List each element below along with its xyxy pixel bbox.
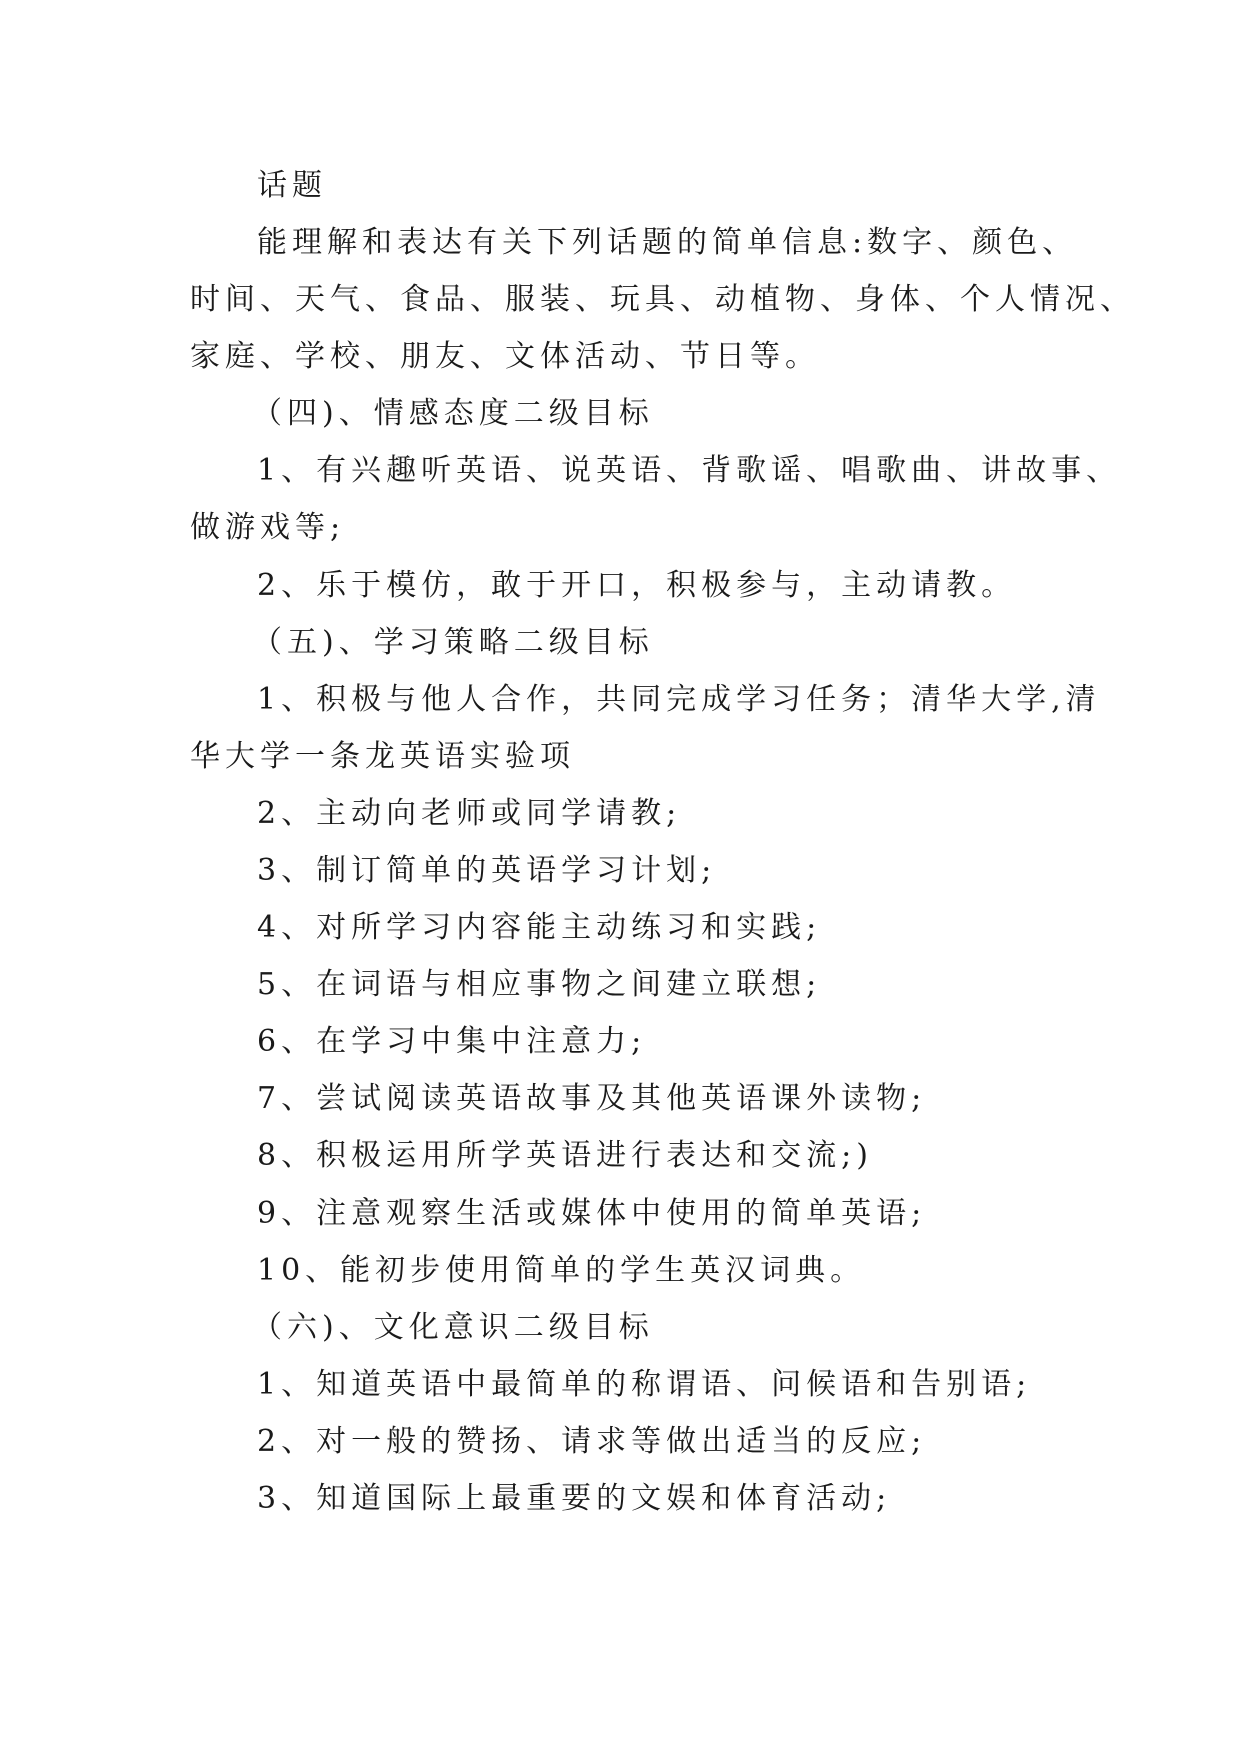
list-item: 7、尝试阅读英语故事及其他英语课外读物; [257,1081,927,1116]
list-item: 1、知道英语中最简单的称谓语、问候语和告别语; [257,1367,1032,1402]
list-item-continuation: 做游戏等; [190,510,346,545]
list-item: 3、制订简单的英语学习计划; [257,853,717,888]
list-item: 2、对一般的赞扬、请求等做出适当的反应; [257,1424,927,1459]
section-heading: （六)、文化意识二级目标 [252,1310,654,1345]
list-item: 2、乐于模仿，敢于开口，积极参与，主动请教。 [257,568,1017,603]
section-heading: （四)、情感态度二级目标 [252,396,654,431]
list-item: 5、在词语与相应事物之间建立联想; [257,967,822,1002]
list-item-continuation: 华大学一条龙英语实验项 [190,739,575,774]
list-item: 10、能初步使用简单的学生英汉词典。 [257,1253,866,1288]
paragraph-line: 家庭、学校、朋友、文体活动、节日等。 [190,339,820,374]
paragraph-line: 能理解和表达有关下列话题的简单信息:数字、颜色、 [257,225,1078,260]
section-topic-heading: 话题 [257,168,327,203]
list-item: 3、知道国际上最重要的文娱和体育活动; [257,1481,892,1516]
list-item: 1、积极与他人合作，共同完成学习任务；清华大学,清 [257,682,1101,717]
list-item: 1、有兴趣听英语、说英语、背歌谣、唱歌曲、讲故事、 [257,453,1122,488]
list-item: 6、在学习中集中注意力; [257,1024,647,1059]
list-item: 9、注意观察生活或媒体中使用的简单英语; [257,1196,927,1231]
list-item: 2、主动向老师或同学请教; [257,796,682,831]
section-heading: （五)、学习策略二级目标 [252,625,654,660]
list-item: 4、对所学习内容能主动练习和实践; [257,910,822,945]
paragraph-line: 时间、天气、食品、服装、玩具、动植物、身体、个人情况、 [190,282,1135,317]
list-item: 8、积极运用所学英语进行表达和交流;) [257,1138,873,1173]
